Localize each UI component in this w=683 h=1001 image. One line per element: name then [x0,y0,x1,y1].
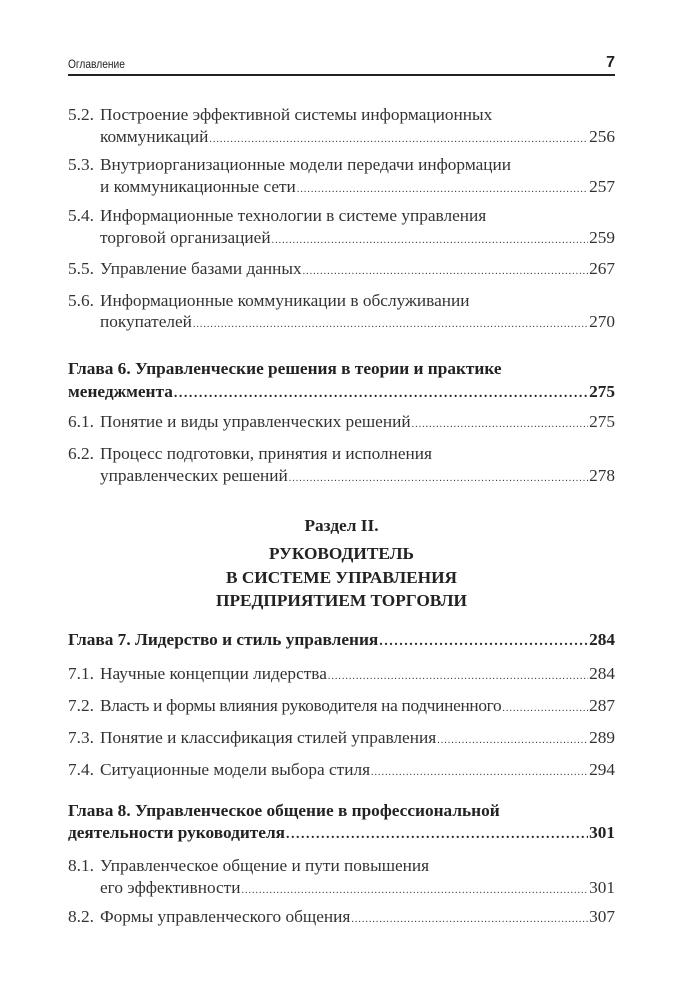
chapter-title: Глава 7. Лидерство и стиль управления [68,630,379,649]
entry-page: 307 [589,907,615,926]
toc-entry-6-2[interactable] [68,443,615,465]
entry-number: 7.1. [68,664,94,683]
chapter-page: 284 [589,630,615,649]
entry-page: 270 [589,312,615,331]
toc-entry-8-2[interactable] [68,906,615,928]
dot-leader [242,880,589,902]
entry-page: 256 [589,127,615,146]
entry-title: Научные концепции лидерства [100,664,327,683]
entry-page: 267 [589,259,615,278]
entry-title-cont: коммуникаций [100,127,209,146]
toc-entry-7-1[interactable] [68,663,615,685]
entry-title: Формы управленческого общения [100,907,351,926]
toc-entry-7-3[interactable] [68,727,615,749]
dot-leader [303,261,588,283]
chapter-title-cont: деятельности руководителя [68,823,286,842]
toc-entry-5-6[interactable] [68,290,615,312]
chapter-page: 301 [589,823,615,842]
entry-page: 257 [589,177,615,196]
dot-leader [297,179,588,201]
entry-title: Построение эффективной системы информационных [100,105,493,124]
entry-title: Власть и формы влияния руководителя на подчиненного [100,696,502,715]
dot-leader [174,383,588,405]
entry-page: 289 [589,728,615,747]
entry-title-cont: торговой организацией [100,228,271,247]
entry-title-cont: и коммуникационные сети [100,177,296,196]
entry-page: 301 [589,878,615,897]
toc-entry-6-1[interactable] [68,411,615,433]
toc-chapter-8-cont[interactable] [68,822,615,844]
entry-page: 287 [589,696,615,715]
toc-entry-5-2-cont[interactable] [100,126,615,148]
running-header-title: Оглавление [68,57,125,71]
toc-entry-5-4[interactable] [68,205,615,227]
toc-chapter-6-cont[interactable] [68,381,615,403]
entry-number: 5.5. [68,259,94,278]
toc-chapter-7[interactable] [68,629,615,651]
toc-entry-6-2-cont[interactable] [100,465,615,487]
chapter-page: 275 [589,382,615,401]
entry-title: Информационные коммуникации в обслуживании [100,291,470,310]
toc-entry-5-5[interactable] [68,258,615,280]
chapter-title: Глава 6. Управленческие решения в теории и практике [68,359,502,378]
entry-title: Информационные технологии в системе управления [100,206,487,225]
toc-entry-5-3[interactable] [68,154,615,176]
toc-entry-5-2[interactable] [68,104,615,126]
entry-page: 294 [589,760,615,779]
entry-number: 5.6. [68,291,94,310]
dot-leader [502,698,588,720]
entry-number: 5.2. [68,105,94,124]
entry-page: 275 [589,412,615,431]
page-number: 7 [606,54,615,71]
toc-entry-8-1[interactable] [68,855,615,877]
entry-title: Управленческое общение и пути повышения [100,856,430,875]
chapter-title-cont: менеджмента [68,382,173,401]
entry-number: 5.3. [68,155,94,174]
dot-leader [328,666,588,688]
entry-number: 7.4. [68,760,94,779]
entry-title: Ситуационные модели выбора стиля [100,760,371,779]
entry-title: Понятие и классификация стилей управления [100,728,437,747]
entry-title-cont: его эффективности [100,878,241,897]
toc-entry-7-2[interactable] [68,695,615,717]
dot-leader [272,230,588,252]
section-label: Раздел II. [304,516,379,535]
toc-entry-5-6-cont[interactable] [100,311,615,333]
chapter-title: Глава 8. Управленческое общение в профессиональной [68,801,500,820]
dot-leader [437,730,588,752]
toc-entry-7-4[interactable] [68,759,615,781]
toc-chapter-8[interactable] [68,800,615,822]
entry-number: 6.1. [68,412,94,431]
entry-number: 6.2. [68,444,94,463]
entry-number: 7.3. [68,728,94,747]
dot-leader [379,631,588,653]
entry-page: 284 [589,664,615,683]
dot-leader [351,909,588,931]
entry-number: 8.2. [68,907,94,926]
dot-leader [193,314,588,336]
entry-page: 278 [589,466,615,485]
section-title-line: ПРЕДПРИЯТИЕМ ТОРГОВЛИ [216,591,467,610]
entry-number: 8.1. [68,856,94,875]
dot-leader [286,824,588,846]
toc-chapter-6[interactable] [68,358,615,380]
entry-title: Внутриорганизационные модели передачи информации [100,155,512,174]
dot-leader [289,468,588,490]
section-title-line: В СИСТЕМЕ УПРАВЛЕНИЯ [225,568,458,587]
dot-leader [371,762,588,784]
entry-number: 7.2. [68,696,94,715]
entry-title-cont: покупателей [100,312,192,331]
dot-leader [209,129,588,151]
entry-title: Процесс подготовки, принятия и исполнения [100,444,432,463]
entry-number: 5.4. [68,206,94,225]
entry-title: Управление базами данных [100,259,302,278]
section-title-line: РУКОВОДИТЕЛЬ [269,544,414,563]
toc-entry-5-3-cont[interactable] [100,176,615,198]
entry-title-cont: управленческих решений [100,466,288,485]
dot-leader [412,414,588,436]
entry-title: Понятие и виды управленческих решений [100,412,411,431]
toc-entry-8-1-cont[interactable] [100,877,615,899]
running-header [68,50,615,76]
entry-page: 259 [589,228,615,247]
toc-entry-5-4-cont[interactable] [100,227,615,249]
